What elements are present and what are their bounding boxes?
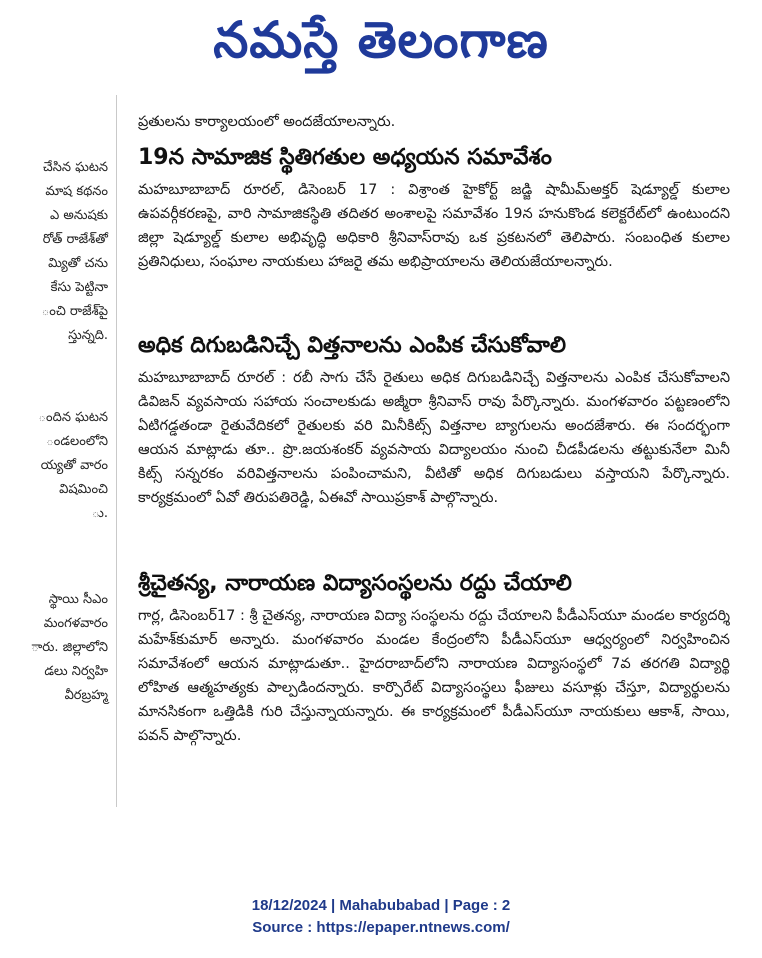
left-fragment: స్థాయి సీఎం: [48, 592, 108, 607]
left-fragment: య్యతో వారం: [40, 458, 108, 473]
article-body: [138, 178, 730, 274]
left-fragment: కేసు పెట్టినా: [50, 280, 108, 295]
left-fragment: విషమించి: [59, 482, 108, 497]
article-paragraph: మహబూబాబాద్ రూరల్, డిసెంబర్ 17 : విశ్రాంత హైకోర్ట్ జడ్జి షామీమ్అక్తర్ షెడ్యూల్డ్ కులాల ఉపవర్గీకరణపై, వారి సామాజికస్థితి తదితర అంశాలపై సమావేశం 19న హనుకొండ కలెక్టరేట్‌లో ఉంటుందని జిల్లా షెడ్యూల్డ్ కులాల అభివృద్ధి అధికారి శ్రీనివాస్‌రావు ఒక ప్రకటనలో తెలిపారు. సంబంధిత కులాల ప్రతినిధులు, సంఘాల నాయకులు హాజరై తమ అభిప్రాయాలను తెలియజేయాలన్నారు.: [138, 182, 730, 270]
left-fragment: వీరబ్రహ్మ: [64, 688, 108, 703]
left-fragment: ండలంలోని: [46, 434, 108, 449]
footer-source: Source : https://epaper.ntnews.com/: [252, 919, 510, 936]
article-headline: శ్రీచైతన్య, నారాయణ విద్యాసంస్థలను రద్దు చేయాలి: [138, 571, 572, 596]
left-fragment: మాష కథనం: [45, 184, 108, 199]
article-headline: 19న సామాజిక స్థితిగతుల అధ్యయన సమావేశం: [138, 145, 552, 170]
left-column-fragments: [0, 150, 112, 790]
left-fragment: ందిన ఘటన: [38, 410, 108, 425]
left-fragment: మంగళవారం: [43, 616, 108, 631]
footer-date-edition: 18/12/2024 | Mahabubabad | Page : 2: [251, 897, 511, 914]
article-3: [138, 564, 730, 748]
previous-article-tail: ప్రతులను కార్యాలయంలో అందజేయాలన్నారు.: [138, 114, 396, 130]
article-headline: అధిక దిగుబడినిచ్చే విత్తనాలను ఎంపిక చేసుకోవాలి: [138, 333, 566, 358]
newspaper-masthead: నమస్తే తెలంగాణ: [213, 11, 549, 69]
left-fragment: ు.: [91, 506, 108, 521]
article-paragraph: మహబూబాబాద్ రూరల్ : రబీ సాగు చేసే రైతులు అధిక దిగుబడినిచ్చే విత్తనాలను ఎంపిక చేసుకోవాలని డివిజన్ వ్యవసాయ సహాయ సంచాలకుడు అజ్మీరా శ్రీనివాస్ రావు పేర్కొన్నారు. మంగళవారం పట్టణంలోని ఏటిగడ్డతండా రైతువేదికలో రైతులకు వరి మినీకిట్స్ విత్తనాల బ్యాగులను అందజేశారు. ఈ సందర్భంగా ఆయన మాట్లాడు తూ.. ప్రొ.జయశంకర్ వ్యవసాయ విద్యాలయం నుంచి చీడపీడలను తట్టుకునేలా మినీ కిట్స్ సన్నరకం వరివిత్తనాలను పంపించామని, వీటితో అధిక దిగుబడులు వస్తాయని పేర్కొన్నారు. కార్యక్రమంలో ఏవో తిరుపతిరెడ్డి, ఏఈవో సాయిప్రకాశ్ పాల్గొన్నారు.: [138, 370, 730, 506]
article-2: [138, 326, 730, 510]
article-body: [138, 366, 730, 510]
left-fragment: మ్యితో చను: [48, 256, 108, 271]
left-fragment: డలు నిర్వహి: [44, 664, 108, 679]
left-fragment: స్తున్నది.: [68, 328, 108, 343]
article-body: [138, 604, 730, 748]
left-fragment: చేసిన ఘటన: [42, 160, 108, 175]
left-fragment: ారు. జిల్లాలోని: [31, 640, 108, 655]
article-1: [138, 138, 730, 274]
column-divider: [116, 95, 117, 807]
left-fragment: రోత్ రాజేశ్‌తో: [42, 232, 108, 247]
article-paragraph: గార్ల, డిసెంబర్17 : శ్రీ చైతన్య, నారాయణ విద్యా సంస్థలను రద్దు చేయాలని పీడీఎస్‌యూ మండల కార్యదర్శి మహేశ్‌కుమార్ అన్నారు. మంగళవారం మండల కేంద్రంలోని పీడీఎస్‌యూ ఆధ్వర్యంలో నిర్వహించిన సమావేశంలో ఆయన మాట్లాడుతూ.. హైదరాబాద్‌లోని నారాయణ విద్యాసంస్థలో 7వ తరగతి విద్యార్థి లోహిత ఆత్మహత్యకు పాల్పడిందన్నారు. కార్పొరేట్ విద్యాసంస్థలు ఫీజులు వసూళ్లు చేస్తూ, విద్యార్థులను మానసికంగా ఒత్తిడికి గురి చేస్తున్నాయన్నారు. ఈ కార్యక్రమంలో పీడీఎస్‌యూ నాయకులు ఆకాశ్, సాయి, పవన్ పాల్గొన్నారు.: [138, 608, 730, 744]
left-fragment: ఎ అనుషకు: [50, 208, 108, 223]
left-fragment: ంచి రాజేశ్‌పై: [41, 304, 108, 319]
